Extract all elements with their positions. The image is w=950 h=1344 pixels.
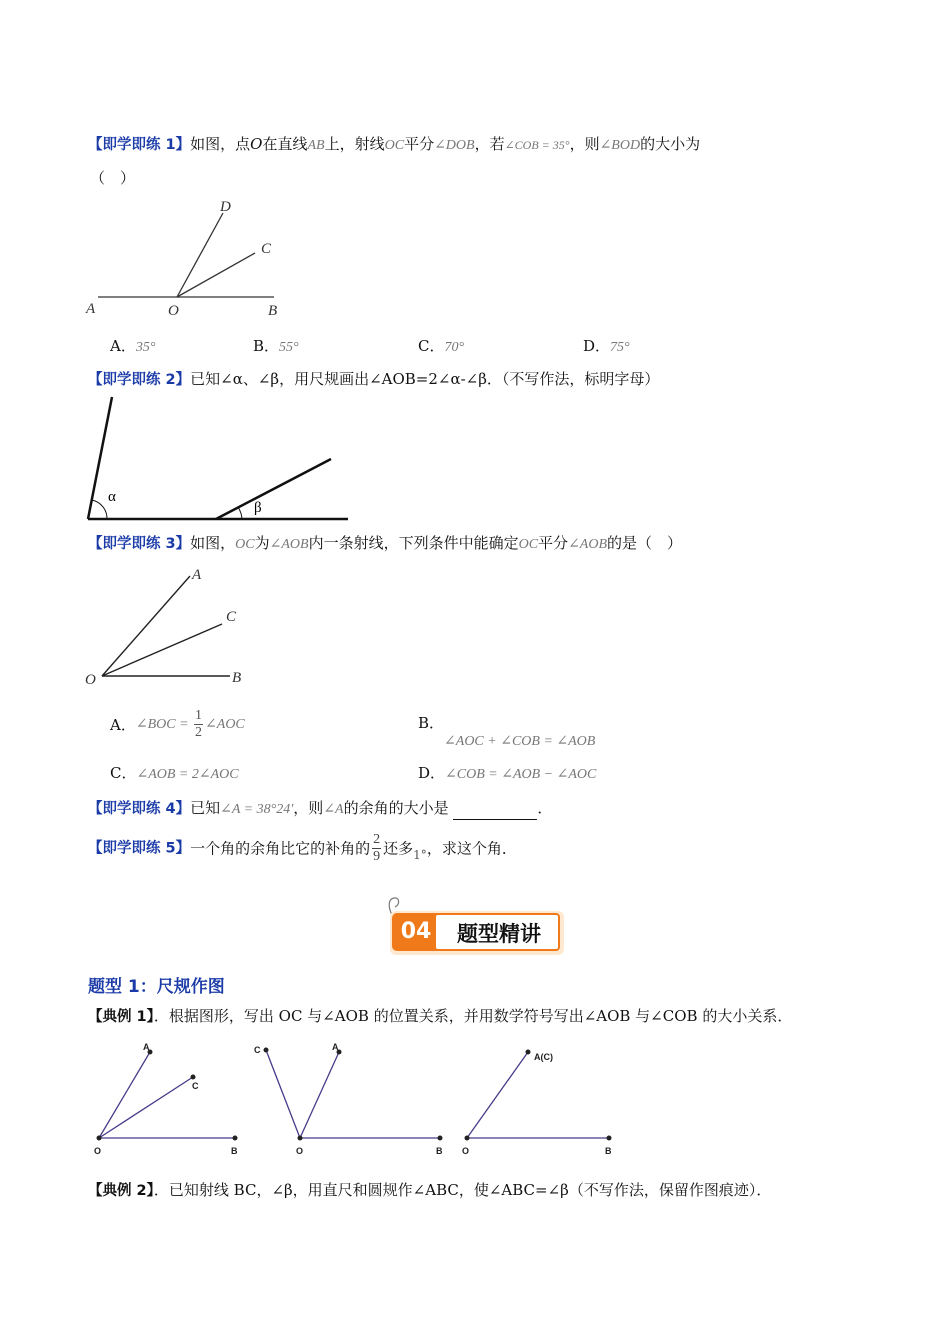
label-C: C (261, 241, 272, 257)
question-2-stem: 【即学即练 2】已知∠α、∠β，用尺规画出∠AOB=2∠α-∠β．（不写作法，标明字母） (88, 370, 660, 388)
question-1-stem: 【即学即练 1】如图，点O在直线AB上，射线OC平分∠DOB，若∠COB = 35°，则∠BOD的大小为 (88, 135, 701, 153)
question-tag: 【即学即练 3】 (88, 536, 191, 552)
question-4-stem: 【即学即练 4】已知∠A = 38°24′，则∠A的余角的大小是 ． (88, 798, 552, 820)
svg-text:B: B (605, 1146, 612, 1156)
section-badge (386, 909, 566, 957)
svg-text:C: C (192, 1081, 199, 1091)
question-tag: 【即学即练 4】 (88, 801, 191, 817)
label-A: A (192, 567, 202, 583)
label-B: B (232, 670, 242, 686)
figure-q2 (80, 393, 360, 528)
question-3-stem: 【即学即练 3】如图，OC为∠AOB内一条射线，下列条件中能确定OC平分∠AOB的是（ ） (88, 534, 683, 552)
label-B: B (268, 303, 278, 319)
answer-paren: （ ） (90, 169, 136, 187)
badge-title: 题型精讲 (457, 922, 541, 946)
option-c: C．∠AOB = 2∠AOC (110, 764, 239, 782)
option-b: B．55° (253, 337, 299, 355)
example-2-stem: 【典例 2】．已知射线 BC，∠β，用直尺和圆规作∠ABC，使∠ABC=∠β（不写作法，保留作图痕迹）． (88, 1181, 772, 1199)
svg-text:A: A (143, 1042, 150, 1052)
figure-q3 (82, 562, 262, 692)
svg-text:O: O (462, 1146, 470, 1156)
example-1-stem: 【典例 1】．根据图形，写出 OC 与∠AOB 的位置关系，并用数学符号写出∠AOB 与∠COB 的大小关系． (88, 1007, 793, 1025)
label-A: A (86, 301, 96, 317)
badge-number: 04 (400, 919, 432, 944)
example-tag: 【典例 1】 (88, 1009, 154, 1025)
svg-text:O: O (94, 1146, 102, 1156)
svg-text:B: B (231, 1146, 238, 1156)
section-title: 题型 1：尺规作图 (88, 977, 225, 997)
option-d: D．75° (583, 337, 630, 355)
svg-text:C: C (254, 1045, 261, 1055)
fraction: $\frac{2}{9}$ (373, 832, 381, 864)
option-a: A．∠BOC = $\frac{1}{2}$ ∠AOC (110, 708, 245, 740)
question-5-stem: 【即学即练 5】一个角的余角比它的补角的 $\frac{2}{9}$ 还多$_{1^\circ}$，求这个角． (88, 832, 517, 864)
question-tag: 【即学即练 2】 (88, 372, 191, 388)
label-O: O (85, 672, 96, 688)
figure-ex1-a (90, 1040, 250, 1160)
label-C: C (226, 609, 237, 625)
svg-text:O: O (296, 1146, 304, 1156)
label-alpha: α (108, 489, 116, 505)
option-a: A．35° (110, 337, 156, 355)
answer-blank[interactable] (453, 805, 537, 820)
question-tag: 【即学即练 5】 (88, 840, 191, 857)
option-c: C．70° (418, 337, 465, 355)
figure-q1 (80, 195, 300, 325)
question-tag: 【即学即练 1】 (88, 137, 191, 153)
figure-ex1-c (458, 1040, 628, 1160)
figure-ex1-b (252, 1040, 452, 1160)
example-tag: 【典例 2】 (88, 1183, 154, 1199)
svg-text:A(C): A(C) (534, 1052, 553, 1062)
svg-text:B: B (436, 1146, 443, 1156)
option-b: B．∠AOC + ∠COB = ∠AOB (418, 714, 596, 749)
option-d: D．∠COB = ∠AOB − ∠AOC (418, 764, 597, 782)
label-D: D (220, 199, 231, 215)
label-beta: β (254, 500, 262, 516)
label-O: O (168, 303, 179, 319)
svg-text:A: A (332, 1042, 339, 1052)
